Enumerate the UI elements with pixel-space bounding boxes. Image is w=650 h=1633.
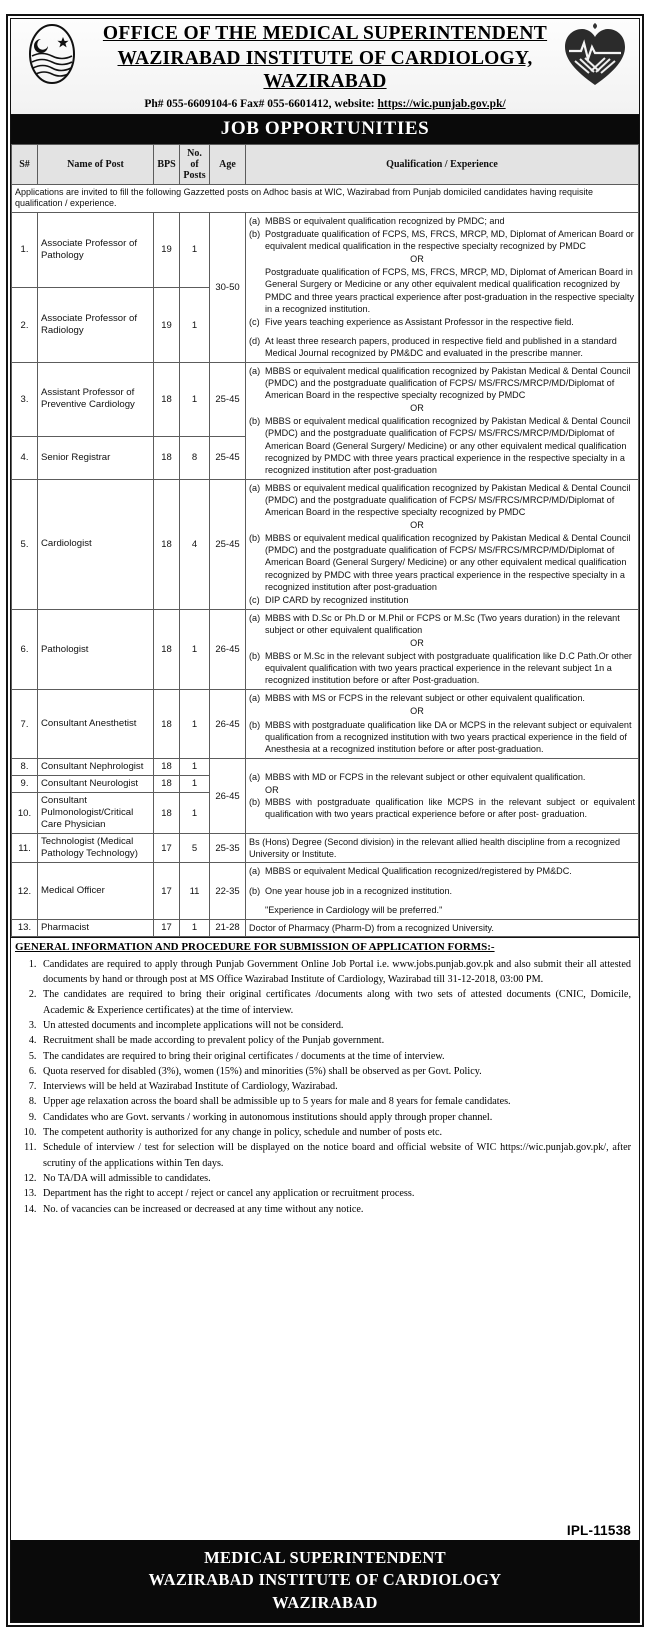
row-post-name: Consultant Neurologist [38, 775, 154, 792]
qual-tag [249, 266, 265, 314]
advertisement-inner [10, 18, 640, 1623]
row-posts: 1 [180, 363, 210, 437]
applications-notice-row [12, 184, 639, 212]
col-no: No. [187, 147, 202, 159]
list-item: 2. The candidates are required to bring their original certificates /documents along with two sets of attested documents (CNIC, Domicile, Academic & Experience certificates) at the time of interview. [39, 987, 631, 1018]
row-qualification: Doctor of Pharmacy (Pharm-D) from a recognized University. [246, 919, 639, 936]
qual-tag: (b) [249, 885, 261, 896]
qual-tag: (d) [249, 335, 261, 346]
row-bps: 19 [154, 212, 180, 287]
table-row [12, 758, 639, 775]
qual-tag [249, 904, 265, 916]
list-item: 9. Candidates who are Govt. servants / working in autonomous institutions should apply through proper channel. [39, 1110, 631, 1125]
row-post-name: Technologist (Medical Pathology Technology) [38, 834, 154, 863]
col-serial: S# [12, 144, 38, 184]
row-age: 26-45 [210, 758, 246, 833]
list-item: 7. Interviews will be held at Wazirabad Institute of Cardiology, Wazirabad. [39, 1079, 631, 1094]
qual-item [249, 904, 635, 916]
qual-text: At least three research papers, produced in respective field and published in a standard Medical Journal recognized by PM&DC and evaluated in the prescribe manner. [265, 335, 617, 358]
row-bps: 18 [154, 758, 180, 775]
header-contact [97, 98, 553, 110]
row-bps: 18 [154, 690, 180, 758]
row-posts: 1 [180, 609, 210, 690]
col-bps: BPS [154, 144, 180, 184]
qual-tag: (b) [249, 719, 261, 730]
qual-item [249, 885, 635, 897]
qual-text: Five years teaching experience as Assistant Professor in the respective field. [265, 316, 574, 327]
qual-item [249, 365, 635, 401]
jobs-table-body [12, 184, 639, 936]
row-bps: 17 [154, 919, 180, 936]
row-serial: 11. [12, 834, 38, 863]
row-post-name: Associate Professor of Pathology [38, 212, 154, 287]
qual-tag: (a) [249, 482, 261, 493]
qual-item [249, 228, 635, 252]
row-bps: 18 [154, 363, 180, 437]
bottom-spacer [11, 1220, 639, 1523]
row-serial: 2. [12, 288, 38, 363]
row-age: 22-35 [210, 863, 246, 919]
list-item: 4. Recruitment shall be made according to prevalent policy of the Punjab government. [39, 1033, 631, 1048]
general-info-heading: GENERAL INFORMATION AND PROCEDURE FOR SUBMISSION OF APPLICATION FORMS:- [11, 937, 639, 955]
row-bps: 17 [154, 863, 180, 919]
row-age: 25-45 [210, 436, 246, 479]
qual-text: MBBS or equivalent qualification recognized by PMDC; and [265, 215, 505, 226]
qual-tag: (b) [249, 651, 261, 662]
row-posts: 5 [180, 834, 210, 863]
row-serial: 5. [12, 479, 38, 609]
qual-item [249, 796, 635, 820]
qual-or: OR [410, 520, 424, 531]
footer-line-1: MEDICAL SUPERINTENDENT [204, 1548, 446, 1568]
row-bps: 19 [154, 288, 180, 363]
row-qualification [246, 479, 639, 609]
qual-tag: (c) [249, 594, 260, 605]
col-name-of-post: Name of Post [38, 144, 154, 184]
row-posts: 1 [180, 758, 210, 775]
row-posts: 1 [180, 690, 210, 758]
table-row [12, 479, 639, 609]
qual-text: MBBS or equivalent medical qualification recognized by Pakistan Medical & Dental Council (PMDC) and the postgraduate qualification of FCPS/ MS/FRCS/MRCP/MD/Diplomat of American Board in the respective specialty recognized by PMDC [265, 366, 631, 401]
row-serial: 3. [12, 363, 38, 437]
wazirabad-institute-cardiology-heart-logo-icon [559, 21, 631, 91]
qual-text: MBBS or equivalent medical qualification recognized by Pakistan Medical & Dental Council (PMDC) and the postgraduate qualification of FCPS/ MS/FRCS/MRCP/MD/Diplomat of American Board (General Surgery/ Medicine) or any other equivalent medical qualification recognized by PMDC with three years practical experience in the respective specialty in a recognized institution after post-graduation [265, 416, 631, 475]
header-line-2: WAZIRABAD INSTITUTE OF CARDIOLOGY, WAZIRABAD [117, 47, 533, 93]
row-bps: 18 [154, 609, 180, 690]
row-bps: 18 [154, 775, 180, 792]
footer-line-2: WAZIRABAD INSTITUTE OF CARDIOLOGY [148, 1570, 502, 1590]
row-age: 25-45 [210, 363, 246, 437]
row-age: 21-28 [210, 919, 246, 936]
list-item: 10. The competent authority is authorized for any change in policy, schedule and number of posts etc. [39, 1125, 631, 1140]
row-serial: 9. [12, 775, 38, 792]
row-post-name: Associate Professor of Radiology [38, 288, 154, 363]
qual-text: MBBS with MD or FCPS in the relevant subject or other equivalent qualification. [265, 771, 586, 782]
qual-item [249, 266, 635, 314]
qual-or: OR [410, 403, 424, 414]
list-item: 1. Candidates are required to apply through Punjab Government Online Job Portal i.e. www.jobs.punjab.gov.pk and also submit their all attested documents by hand or through post at MS Office Wazirabad Institute of Cardiology, Wazirabad till 31-12-2018, 03:00 PM. [39, 957, 631, 988]
table-row [12, 690, 639, 758]
row-post-name: Medical Officer [38, 863, 154, 919]
qual-text: Postgraduate qualification of FCPS, MS, FRCS, MRCP, MD, Diplomat of American Board or equivalent medical qualification in the respective specialty recognized by PMDC [265, 229, 634, 252]
qual-or: OR [410, 637, 424, 648]
list-item: 5. The candidates are required to bring their original certificates / documents at the time of interview. [39, 1049, 631, 1064]
qual-text: MBBS or equivalent Medical Qualification recognized/registered by PM&DC. [265, 866, 572, 877]
row-age: 25-45 [210, 479, 246, 609]
row-post-name: Consultant Anesthetist [38, 690, 154, 758]
row-posts: 1 [180, 775, 210, 792]
qual-tag: (a) [249, 612, 261, 623]
col-qualification: Qualification / Experience [246, 144, 639, 184]
col-age: Age [210, 144, 246, 184]
row-serial: 10. [12, 792, 38, 833]
qual-text: Postgraduate qualification of FCPS, MS, FRCS, MRCP, MD, Diplomat of American Board in General Surgery or Medicine or any other equivalent medical qualification recognized by PMDC and three years practical experience after post-graduation in the respective specialty in a recognized institution. [265, 267, 634, 314]
qual-text: MBBS or equivalent medical qualification recognized by Pakistan Medical & Dental Council (PMDC) and the postgraduate qualification of FCPS/ MS/FRCS/MRCP/MD/Diplomat of American Board (General Surgery/ Medicine) or any other equivalent medical qualification recognized by PMDC with three years practical experience in the respective specialty in a recognized institution after post-graduation [265, 533, 631, 592]
qual-tag: (a) [249, 215, 261, 226]
list-item: 3. Un attested documents and incomplete applications will not be considerd. [39, 1018, 631, 1033]
qual-or: OR [410, 254, 424, 265]
row-posts: 4 [180, 479, 210, 609]
qual-item [249, 771, 635, 783]
qual-text: MBBS with postgraduate qualification like MCPS in the relevant subject or equivalent qualification with two years practical experience before or after post- graduation. [265, 797, 635, 820]
qual-item [249, 719, 635, 755]
table-header-row [12, 144, 639, 184]
row-serial: 6. [12, 609, 38, 690]
row-bps: 18 [154, 479, 180, 609]
qual-tag: (b) [249, 533, 261, 544]
row-post-name: Pathologist [38, 609, 154, 690]
job-opportunities-banner: JOB OPPORTUNITIES [11, 115, 639, 144]
applications-notice: Applications are invited to fill the following Gazzetted posts on Adhoc basis at WIC, Wazirabad from Punjab domiciled candidates having requisite qualification / experience. [12, 184, 639, 212]
row-posts: 1 [180, 288, 210, 363]
qual-item [249, 650, 635, 686]
row-post-name: Assistant Professor of Preventive Cardiology [38, 363, 154, 437]
qual-text: MBBS or equivalent medical qualification recognized by Pakistan Medical & Dental Council (PMDC) and the postgraduate qualification of FCPS/ MS/FRCS/MRCP/MD/Diplomat of American Board in the respective specialty recognized by PMDC [265, 482, 631, 518]
qual-item [249, 335, 635, 359]
contact-text: Ph# 055-6609104-6 Fax# 055-6601412, website: [144, 97, 378, 110]
general-info-body [11, 955, 639, 1220]
qual-tag: (b) [249, 229, 261, 240]
list-item: 6. Quota reserved for disabled (3%), women (15%) and minorities (5%) shall be observed as per Govt. Policy. [39, 1064, 631, 1079]
punjab-government-crest-icon [21, 23, 83, 85]
qual-item [249, 215, 635, 227]
row-age: 26-45 [210, 609, 246, 690]
col-of: of [190, 158, 199, 170]
qual-or: OR [410, 706, 424, 717]
list-item: 8. Upper age relaxation across the board shall be admissible up to 5 years for male and 8 years for female candidates. [39, 1094, 631, 1109]
qual-text: One year house job in a recognized institution. [265, 885, 453, 896]
row-serial: 1. [12, 212, 38, 287]
table-row [12, 919, 639, 936]
qual-text: MBBS with MS or FCPS in the relevant subject or other equivalent qualification. [265, 693, 585, 704]
qual-item [249, 316, 635, 328]
general-info-list [15, 957, 631, 1217]
row-posts: 1 [180, 792, 210, 833]
qual-tag: (a) [249, 693, 261, 704]
row-bps: 18 [154, 436, 180, 479]
list-item: 12. No TA/DA will admissible to candidates. [39, 1171, 631, 1186]
document-header [11, 19, 639, 115]
row-serial: 7. [12, 690, 38, 758]
row-qualification [246, 863, 639, 919]
row-post-name: Consultant Nephrologist [38, 758, 154, 775]
qual-text: MBBS or M.Sc in the relevant subject with postgraduate qualification like D.C Path.Or other equivalent qualification with two years practical experience in the relevant subject 1n a recognized institution before or after Post-graduation. [265, 651, 632, 686]
qual-tag: (a) [249, 366, 261, 377]
row-age: 26-45 [210, 690, 246, 758]
qual-item [249, 865, 635, 877]
row-posts: 8 [180, 436, 210, 479]
qual-item [249, 692, 635, 704]
row-age: 30-50 [210, 212, 246, 362]
list-item: 11. Schedule of interview / test for selection will be displayed on the notice board and official website of WIC https://wic.punjab.gov.pk/, after scrutiny of the applications within Ten days. [39, 1140, 631, 1171]
table-row [12, 834, 639, 863]
reference-code: IPL-11538 [566, 1523, 631, 1539]
qual-text: "Experience in Cardiology will be preferred." [265, 904, 443, 915]
row-qualification [246, 690, 639, 758]
footer-line-3: WAZIRABAD [272, 1592, 378, 1612]
row-posts: 11 [180, 863, 210, 919]
list-item: 13. Department has the right to accept / reject or cancel any application or recruitment process. [39, 1186, 631, 1201]
qual-tag: (c) [249, 316, 260, 327]
qual-tag: (b) [249, 416, 261, 427]
header-line-1: OFFICE OF THE MEDICAL SUPERINTENDENT [102, 23, 548, 44]
document-footer [11, 1540, 639, 1622]
table-row [12, 863, 639, 919]
qual-item [249, 532, 635, 592]
row-qualification [246, 758, 639, 833]
row-qualification: Bs (Hons) Degree (Second division) in the relevant allied health discipline from a recognized University or Institute. [246, 834, 639, 863]
row-qualification [246, 212, 639, 362]
row-post-name: Consultant Pulmonologist/Critical Care Physician [38, 792, 154, 833]
advertisement-border [6, 14, 644, 1627]
qual-tag: (a) [249, 771, 261, 782]
qual-item [249, 482, 635, 518]
row-serial: 12. [12, 863, 38, 919]
row-post-name: Senior Registrar [38, 436, 154, 479]
row-qualification [246, 363, 639, 480]
row-posts: 1 [180, 919, 210, 936]
qual-item [249, 612, 635, 636]
col-no-of-posts [180, 144, 210, 184]
list-item: 14. No. of vacancies can be increased or decreased at any time without any notice. [39, 1202, 631, 1217]
row-bps: 17 [154, 834, 180, 863]
website-link[interactable]: https://wic.punjab.gov.pk/ [377, 97, 506, 110]
row-post-name: Cardiologist [38, 479, 154, 609]
row-post-name: Pharmacist [38, 919, 154, 936]
row-serial: 8. [12, 758, 38, 775]
row-serial: 13. [12, 919, 38, 936]
qual-tag: (b) [249, 797, 261, 808]
qual-item [249, 594, 635, 606]
qual-item [249, 415, 635, 475]
qual-text: MBBS with D.Sc or Ph.D or M.Phil or FCPS or M.Sc (Two years duration) in the relevant subject or other equivalent qualification [265, 612, 620, 635]
qual-tag: (a) [249, 866, 261, 877]
table-row [12, 212, 639, 287]
col-posts: Posts [183, 169, 206, 181]
row-posts: 1 [180, 212, 210, 287]
qual-text: DIP CARD by recognized institution [265, 594, 409, 605]
row-qualification [246, 609, 639, 690]
qual-or: OR [265, 784, 279, 795]
row-age: 25-35 [210, 834, 246, 863]
jobs-table [11, 144, 639, 937]
table-row [12, 609, 639, 690]
qual-text: MBBS with postgraduate qualification like DA or MCPS in the relevant subject or equivalent qualification from a recognized institution with two years practical experience in the field of Anesthesia at a recognized institution before or after post-graduation. [265, 719, 632, 754]
row-serial: 4. [12, 436, 38, 479]
row-bps: 18 [154, 792, 180, 833]
table-row [12, 363, 639, 437]
